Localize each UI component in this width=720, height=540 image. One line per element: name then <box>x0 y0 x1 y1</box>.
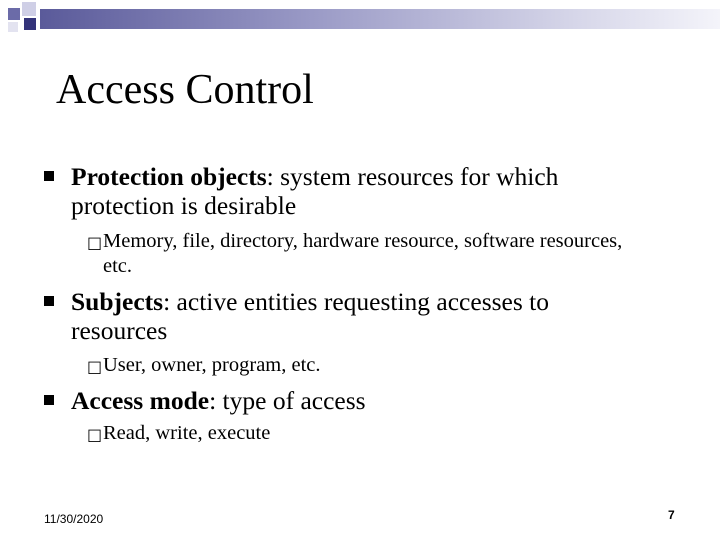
slide-page-number: 7 <box>668 508 675 522</box>
bullet-subjects <box>71 287 611 345</box>
decor-square <box>24 18 36 30</box>
sub-bullet-read: Read, write, execute <box>103 422 271 444</box>
hollow-square-bullet-icon: □ <box>87 425 103 444</box>
filled-square-bullet-icon <box>44 171 54 181</box>
bullet-term: Protection objects <box>71 162 267 191</box>
decor-square <box>8 8 20 20</box>
decor-square <box>22 2 36 16</box>
header-gradient-bar <box>40 9 720 29</box>
sub-bullet-user: User, owner, program, etc. <box>103 354 321 376</box>
bullet-term: Access mode <box>71 386 210 415</box>
sub-bullet-memory: Memory, file, directory, hardware resource, software resources, etc. <box>103 230 623 277</box>
decor-square <box>8 22 18 32</box>
slide-title: Access Control <box>56 67 314 113</box>
filled-square-bullet-icon <box>44 395 54 405</box>
filled-square-bullet-icon <box>44 296 54 306</box>
bullet-access-mode <box>71 386 631 415</box>
bullet-desc: : active entities requesting accesses to resources <box>71 287 549 345</box>
bullet-protection-objects <box>71 162 631 220</box>
bullet-desc: : type of access <box>209 386 366 415</box>
hollow-square-bullet-icon: □ <box>87 357 103 376</box>
hollow-square-bullet-icon: □ <box>87 233 103 252</box>
slide-date: 11/30/2020 <box>44 512 104 526</box>
header-band <box>0 0 720 36</box>
bullet-term: Subjects <box>71 287 164 316</box>
bullet-desc: : system resources for which protection is desirable <box>71 162 559 220</box>
